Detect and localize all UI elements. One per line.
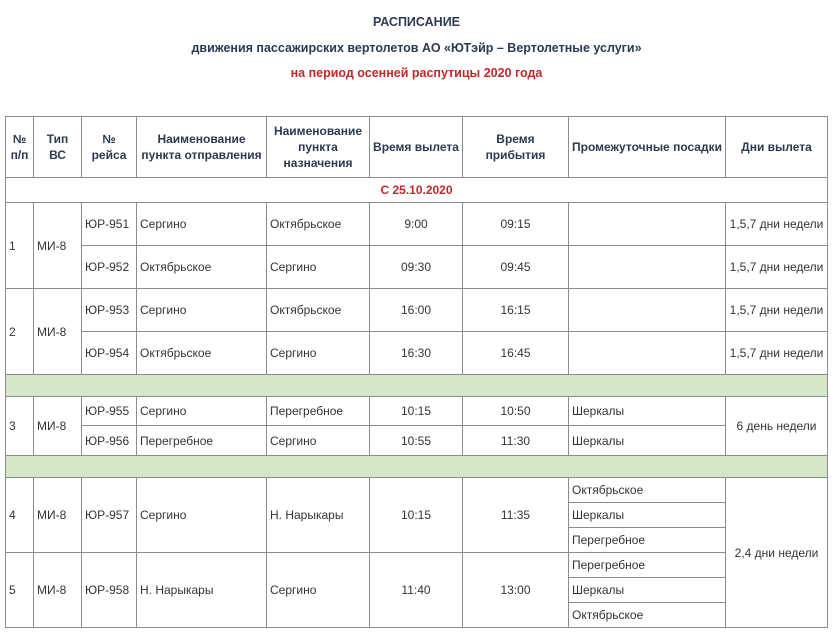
table-row [6, 289, 828, 332]
arrival-point: Сергино [267, 553, 370, 628]
flight-days: 1,5,7 дни недели [726, 203, 828, 246]
row-num: 1 [6, 203, 34, 289]
col-stops-header: Промежуточные посадки [569, 117, 726, 178]
date-row [6, 178, 828, 203]
departure-point: Сергино [137, 397, 267, 426]
flight-days: 6 день недели [726, 397, 828, 456]
arrival-point: Н. Нарыкары [267, 478, 370, 553]
schedule-title: РАСПИСАНИЕ [372, 15, 461, 29]
col-flight-header: № рейса [82, 117, 137, 178]
schedule-table [5, 116, 828, 628]
intermediate-stops: Шеркалы [569, 397, 726, 426]
flight-days: 1,5,7 дни недели [726, 246, 828, 289]
date-cell: С 25.10.2020 [6, 178, 828, 203]
departure-time: 10:15 [370, 397, 463, 426]
flight-days: 1,5,7 дни недели [726, 332, 828, 375]
separator-cell [6, 375, 828, 397]
aircraft-type: МИ-8 [34, 203, 82, 289]
departure-time: 16:00 [370, 289, 463, 332]
col-to-header: Наименование пункта назначения [267, 117, 370, 178]
departure-point: Н. Нарыкары [137, 553, 267, 628]
aircraft-type: МИ-8 [34, 478, 82, 553]
header-row [6, 117, 828, 178]
arrival-point: Октябрьское [267, 203, 370, 246]
arrival-time: 09:15 [463, 203, 569, 246]
col-type-header: Тип ВС [34, 117, 82, 178]
departure-time: 11:40 [370, 553, 463, 628]
table-row [6, 553, 828, 578]
flight-number: ЮР-954 [82, 332, 137, 375]
arrival-time: 16:45 [463, 332, 569, 375]
row-num: 2 [6, 289, 34, 375]
arrival-time: 11:35 [463, 478, 569, 553]
intermediate-stop: Октябрьское [569, 478, 726, 503]
schedule-subtitle: движения пассажирских вертолетов АО «ЮТэйр – Вертолетные услуги» [191, 41, 642, 55]
arrival-point: Сергино [267, 332, 370, 375]
intermediate-stops [569, 203, 726, 246]
row-num: 3 [6, 397, 34, 456]
intermediate-stop: Октябрьское [569, 603, 726, 628]
flight-days: 2,4 дни недели [726, 478, 828, 628]
departure-point: Октябрьское [137, 332, 267, 375]
separator-row [6, 456, 828, 478]
aircraft-type: МИ-8 [34, 397, 82, 456]
aircraft-type: МИ-8 [34, 553, 82, 628]
departure-time: 16:30 [370, 332, 463, 375]
intermediate-stops [569, 332, 726, 375]
departure-point: Перегребное [137, 426, 267, 456]
aircraft-type: МИ-8 [34, 289, 82, 375]
departure-point: Сергино [137, 289, 267, 332]
arrival-point: Перегребное [267, 397, 370, 426]
arrival-point: Октябрьское [267, 289, 370, 332]
intermediate-stop: Перегребное [569, 553, 726, 578]
table-row [6, 246, 828, 289]
departure-point: Сергино [137, 203, 267, 246]
intermediate-stop: Шеркалы [569, 578, 726, 603]
schedule-period: на период осенней распутицы 2020 года [290, 66, 543, 80]
arrival-time: 13:00 [463, 553, 569, 628]
flight-number: ЮР-956 [82, 426, 137, 456]
arrival-point: Сергино [267, 246, 370, 289]
departure-time: 10:55 [370, 426, 463, 456]
arrival-point: Сергино [267, 426, 370, 456]
flight-number: ЮР-958 [82, 553, 137, 628]
flight-number: ЮР-953 [82, 289, 137, 332]
intermediate-stops: Шеркалы [569, 426, 726, 456]
col-days-header: Дни вылета [726, 117, 828, 178]
col-arr-header: Время прибытия [463, 117, 569, 178]
col-dep-header: Время вылета [370, 117, 463, 178]
table-row [6, 203, 828, 246]
arrival-time: 09:45 [463, 246, 569, 289]
flight-number: ЮР-952 [82, 246, 137, 289]
intermediate-stops [569, 246, 726, 289]
departure-time: 10:15 [370, 478, 463, 553]
flight-number: ЮР-955 [82, 397, 137, 426]
departure-time: 9:00 [370, 203, 463, 246]
table-row [6, 478, 828, 503]
flight-number: ЮР-951 [82, 203, 137, 246]
arrival-time: 10:50 [463, 397, 569, 426]
row-num: 5 [6, 553, 34, 628]
row-num: 4 [6, 478, 34, 553]
intermediate-stop: Шеркалы [569, 503, 726, 528]
intermediate-stops [569, 289, 726, 332]
departure-time: 09:30 [370, 246, 463, 289]
intermediate-stop: Перегребное [569, 528, 726, 553]
table-row [6, 332, 828, 375]
table-row [6, 426, 828, 456]
col-from-header: Наименование пункта отправления [137, 117, 267, 178]
departure-point: Октябрьское [137, 246, 267, 289]
col-num-header: № п/п [6, 117, 34, 178]
arrival-time: 11:30 [463, 426, 569, 456]
separator-row [6, 375, 828, 397]
arrival-time: 16:15 [463, 289, 569, 332]
flight-number: ЮР-957 [82, 478, 137, 553]
departure-point: Сергино [137, 478, 267, 553]
flight-days: 1,5,7 дни недели [726, 289, 828, 332]
separator-cell [6, 456, 828, 478]
table-row [6, 397, 828, 426]
